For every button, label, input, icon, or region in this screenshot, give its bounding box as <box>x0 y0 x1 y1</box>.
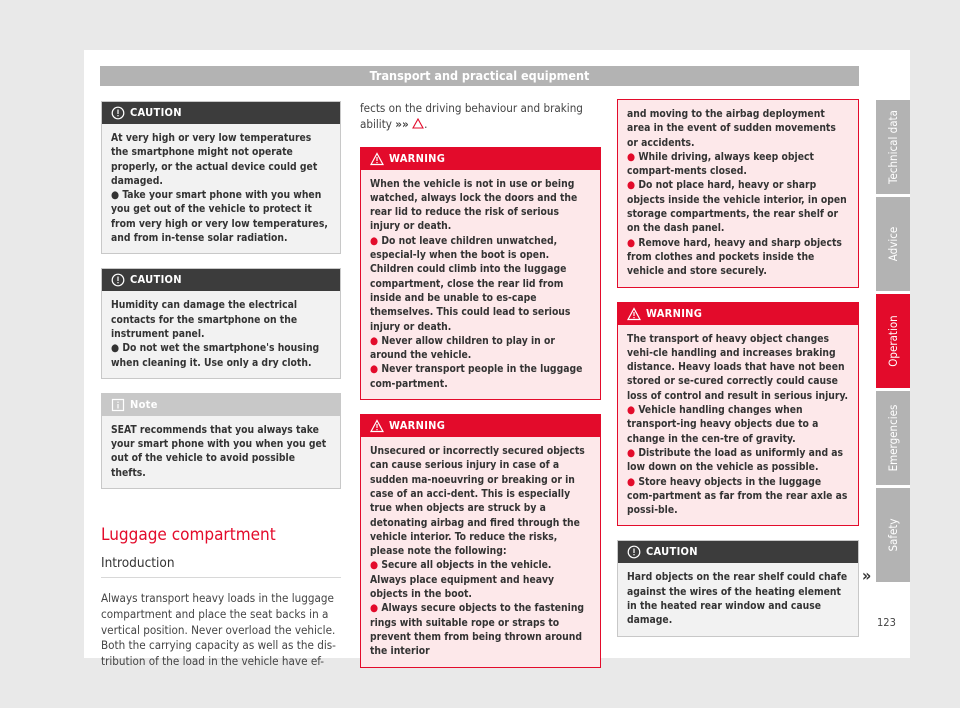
warning-box-2 <box>360 414 601 667</box>
warning-bullet: ● Distribute the load as uniformly and as low down on the vehicle as possible. <box>627 446 844 474</box>
warning-text: Unsecured or incorrectly secured objects can cause serious injury in case of a sudden ma-noeuvring or breaking or in case of an acci-dent. This is especially true when objects are struck by a detonating airbag and fired through the vehicle interior. To reduce the risks, please note the following: <box>370 445 585 558</box>
caution-label: CAUTION <box>646 545 698 559</box>
caution-icon <box>111 106 125 120</box>
warning-ref-icon <box>412 118 424 129</box>
column-3 <box>617 99 859 637</box>
caution-text: At very high or very low temperatures the smartphone might not operate properly, or the actual device could get damaged. <box>111 132 318 187</box>
warning-bullet: ● Vehicle handling changes when transport-ing heavy objects due to a change in the cen-tre of gravity. <box>627 404 819 445</box>
warning-box-3 <box>617 302 859 527</box>
warning-box-continued <box>617 99 859 288</box>
caution-header <box>102 102 340 124</box>
caution-icon <box>111 273 125 287</box>
caution-bullet: ● Do not wet the smartphone's housing when cleaning it. Use only a dry cloth. <box>111 342 320 369</box>
page-number: 123 <box>877 616 896 629</box>
warning-label: WARNING <box>389 151 446 165</box>
divider <box>101 577 341 578</box>
warning-text: and moving to the airbag deployment area in the event of sudden movements or accidents. <box>627 108 836 149</box>
info-icon <box>111 398 125 412</box>
warning-bullet: ● While driving, always keep object compart-ments closed. <box>627 150 814 178</box>
warning-bullet: ● Never allow children to play in or around the vehicle. <box>370 334 555 362</box>
caution-icon <box>627 545 641 559</box>
warning-bullet: ● Always secure objects to the fastening rings with suitable rope or straps to prevent them from being thrown around the interior <box>370 602 585 658</box>
caution-header <box>102 269 340 291</box>
cross-ref-arrows: »» <box>395 116 409 131</box>
caution-body <box>102 291 340 377</box>
caution-label: CAUTION <box>130 273 182 287</box>
caution-box-2 <box>101 268 341 378</box>
warning-header <box>618 303 858 325</box>
warning-body <box>361 170 600 399</box>
tab-technical-data[interactable]: Technical data <box>876 100 910 194</box>
caution-body <box>102 124 340 253</box>
warning-box-1 <box>360 147 601 400</box>
section-title: Luggage compartment <box>101 525 276 546</box>
warning-text: When the vehicle is not in use or being watched, always lock the doors and the rear lid to reduce the risk of serious injury or death. <box>370 177 578 233</box>
continue-marker: » <box>862 566 872 585</box>
tab-operation[interactable]: Operation <box>876 294 910 388</box>
warning-icon <box>370 152 384 166</box>
warning-body <box>361 437 600 666</box>
warning-bullet: ● Store heavy objects in the luggage com-partment as far from the rear axle as possi-ble. <box>627 475 848 517</box>
caution-text: Humidity can damage the electrical contacts for the smartphone on the instrument panel. <box>111 299 298 340</box>
note-body <box>102 416 340 488</box>
warning-bullet: ● Do not leave children unwatched, especial-ly when the boot is open. Children could climb into the luggage compartment, close the rear lid from inside and be unable to es-cape themselves. This could lead to serious injury or death. <box>370 234 571 333</box>
caution-box-1 <box>101 101 341 254</box>
warning-icon <box>627 307 641 321</box>
warning-body <box>618 325 858 526</box>
column-2 <box>360 101 601 668</box>
warning-icon <box>370 419 384 433</box>
warning-label: WARNING <box>389 419 446 433</box>
caution-body <box>618 563 858 635</box>
note-box <box>101 393 341 489</box>
caution-header <box>618 541 858 563</box>
warning-label: WARNING <box>646 306 703 320</box>
warning-text: The transport of heavy object changes vehi-cle handling and increases braking distance. Heavy loads that have not been stored or se-cured correctly could cause loss of control and result in serious injury. <box>627 332 849 402</box>
caution-box-3 <box>617 540 859 636</box>
tab-safety[interactable]: Safety <box>876 488 910 582</box>
tab-emergencies[interactable]: Emergencies <box>876 391 910 485</box>
warning-bullet: ● Secure all objects in the vehicle. Always place equipment and heavy objects in the boot. <box>370 559 555 601</box>
note-text: SEAT recommends that you always take your smart phone with you when you get out of the vehicle to avoid possible thefts. <box>111 423 327 479</box>
continued-text: fects on the driving behaviour and braking ability »» . <box>360 101 583 131</box>
warning-bullet: ● Never transport people in the luggage com-partment. <box>370 363 583 390</box>
tab-advice[interactable]: Advice <box>876 197 910 291</box>
note-header <box>102 394 340 416</box>
warning-bullet: ● Remove hard, heavy and sharp objects from clothes and pockets inside the vehicle and store securely. <box>627 236 842 278</box>
warning-header <box>361 148 600 170</box>
warning-body <box>618 100 858 287</box>
page-header: Transport and practical equipment <box>100 66 859 86</box>
warning-header <box>361 415 600 437</box>
intro-text: Always transport heavy loads in the luggage compartment and place the seat backs in a vertical position. Never overload the vehicle. Both the carrying capacity as well as the dis-tribution of the load in the vehicle have ef- <box>101 591 336 669</box>
note-label: Note <box>130 397 158 411</box>
caution-text: Hard objects on the rear shelf could chafe against the wires of the heating element in the heated rear window and cause damage. <box>627 571 848 627</box>
caution-label: CAUTION <box>130 106 182 119</box>
column-1 <box>101 101 341 670</box>
caution-bullet: ● Take your smart phone with you when you get out of the vehicle to protect it from very high or very low temperatures, and from in-tense solar radiation. <box>111 189 328 245</box>
section-subtitle: Introduction <box>101 555 175 572</box>
warning-bullet: ● Do not place hard, heavy or sharp objects inside the vehicle interior, in open storage compartments, the rear shelf or on the dash panel. <box>627 179 847 235</box>
